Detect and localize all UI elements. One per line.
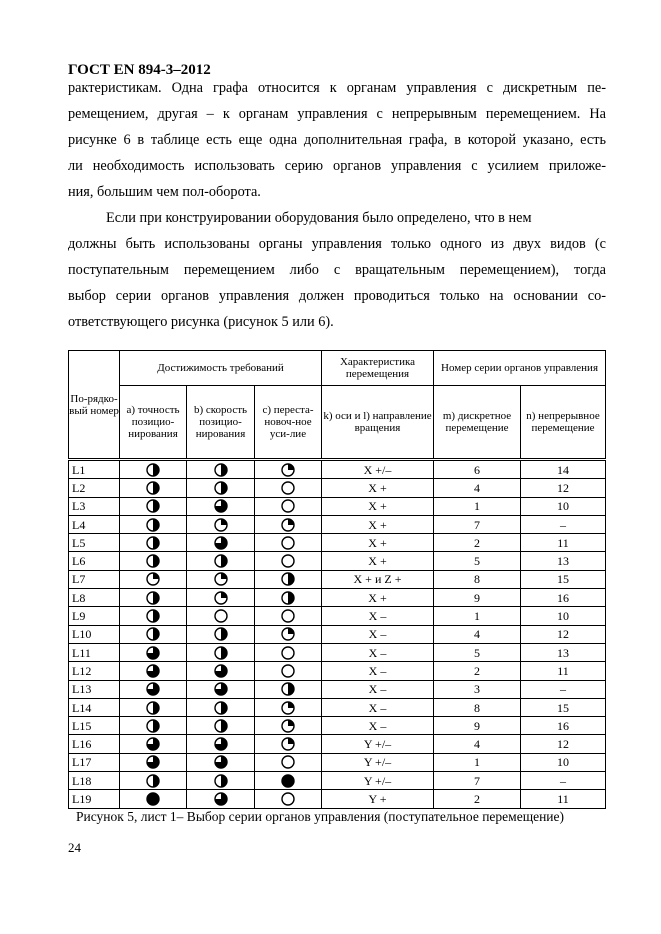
rating-c: [255, 735, 322, 753]
series-continuous: 11: [521, 790, 606, 808]
series-continuous: –: [521, 515, 606, 533]
table-row: [69, 662, 606, 680]
series-discrete: 5: [434, 643, 521, 661]
table-row: [69, 515, 606, 533]
col-group-movement: Характеристика перемещения: [322, 351, 434, 386]
table-row: [69, 570, 606, 588]
rating-circle-icon: [120, 737, 186, 751]
paragraph-line: выбор серии органов управления должен проводиться только на основании со-: [68, 288, 606, 304]
table-row: [69, 460, 606, 479]
table-row: [69, 589, 606, 607]
row-number: L2: [69, 479, 120, 497]
rating-circle-icon: [120, 536, 186, 550]
movement-axis: X –: [322, 680, 434, 698]
paragraph-line: рисунке 6 в таблице есть еще одна дополнительная графа, в которой указано, есть: [68, 132, 606, 148]
rating-circle-icon: [187, 518, 254, 532]
movement-axis: Y +: [322, 790, 434, 808]
rating-circle-icon: [187, 737, 254, 751]
col-group-requirements: Достижимость требований: [120, 351, 322, 386]
rating-circle-icon: [120, 554, 186, 568]
rating-c: [255, 497, 322, 515]
movement-axis: X + и Z +: [322, 570, 434, 588]
rating-a: [120, 753, 187, 771]
table-row: [69, 790, 606, 808]
movement-axis: X +: [322, 515, 434, 533]
rating-circle-icon: [187, 701, 254, 715]
rating-circle-icon: [120, 499, 186, 513]
rating-c: [255, 662, 322, 680]
rating-circle-icon: [255, 518, 321, 532]
series-discrete: 4: [434, 479, 521, 497]
series-discrete: 4: [434, 735, 521, 753]
rating-circle-icon: [187, 591, 254, 605]
series-continuous: 10: [521, 497, 606, 515]
rating-c: [255, 515, 322, 533]
rating-circle-icon: [255, 664, 321, 678]
movement-axis: X –: [322, 698, 434, 716]
rating-b: [187, 753, 255, 771]
rating-circle-icon: [120, 609, 186, 623]
rating-b: [187, 790, 255, 808]
series-discrete: 8: [434, 570, 521, 588]
series-continuous: 10: [521, 753, 606, 771]
rating-b: [187, 570, 255, 588]
rating-circle-icon: [120, 792, 186, 806]
rating-circle-icon: [120, 719, 186, 733]
rating-c: [255, 607, 322, 625]
movement-axis: X –: [322, 662, 434, 680]
table-row: [69, 735, 606, 753]
table-row: [69, 479, 606, 497]
row-number: L17: [69, 753, 120, 771]
table-row: [69, 534, 606, 552]
paragraph-line: ния, большим чем пол-оборота.: [68, 184, 261, 200]
rating-b: [187, 515, 255, 533]
rating-c: [255, 790, 322, 808]
table-row: [69, 772, 606, 790]
rating-circle-icon: [120, 701, 186, 715]
row-number: L10: [69, 625, 120, 643]
rating-circle-icon: [120, 755, 186, 769]
series-continuous: 16: [521, 589, 606, 607]
rating-b: [187, 589, 255, 607]
rating-a: [120, 479, 187, 497]
series-continuous: –: [521, 772, 606, 790]
series-continuous: 16: [521, 717, 606, 735]
rating-b: [187, 643, 255, 661]
paragraph-line: ответствующего рисунка (рисунок 5 или 6).: [68, 314, 334, 330]
rating-circle-icon: [255, 499, 321, 513]
rating-c: [255, 589, 322, 607]
rating-circle-icon: [255, 682, 321, 696]
rating-circle-icon: [187, 719, 254, 733]
series-discrete: 1: [434, 497, 521, 515]
movement-axis: X +: [322, 479, 434, 497]
rating-b: [187, 497, 255, 515]
rating-circle-icon: [120, 518, 186, 532]
series-discrete: 4: [434, 625, 521, 643]
table-row: [69, 497, 606, 515]
paragraph-line: должны быть использованы органы управления только одного из двух видов (с: [68, 236, 606, 252]
table-row: [69, 625, 606, 643]
rating-circle-icon: [255, 719, 321, 733]
series-discrete: 9: [434, 717, 521, 735]
rating-c: [255, 717, 322, 735]
series-continuous: 12: [521, 479, 606, 497]
rating-a: [120, 570, 187, 588]
rating-a: [120, 680, 187, 698]
col-group-series: Номер серии органов управления: [434, 351, 606, 386]
col-header-m: m) дискретное перемещение: [434, 386, 521, 460]
table-row: [69, 717, 606, 735]
rating-a: [120, 735, 187, 753]
rating-c: [255, 552, 322, 570]
series-continuous: 15: [521, 570, 606, 588]
movement-axis: X +: [322, 589, 434, 607]
table-row: [69, 552, 606, 570]
col-header-n: n) непрерывное перемещение: [521, 386, 606, 460]
movement-axis: Y +/–: [322, 753, 434, 771]
rating-circle-icon: [255, 536, 321, 550]
rating-c: [255, 534, 322, 552]
paragraph-line: рактеристикам. Одна графа относится к органам управления с дискретным пе-: [68, 80, 606, 96]
rating-circle-icon: [120, 591, 186, 605]
rating-circle-icon: [187, 774, 254, 788]
figure-caption: Рисунок 5, лист 1– Выбор серии органов управления (поступательное перемещение): [76, 809, 565, 824]
rating-c: [255, 460, 322, 479]
rating-circle-icon: [187, 572, 254, 586]
rating-circle-icon: [187, 554, 254, 568]
rating-c: [255, 680, 322, 698]
rating-circle-icon: [187, 609, 254, 623]
row-number: L5: [69, 534, 120, 552]
series-discrete: 2: [434, 534, 521, 552]
series-continuous: 14: [521, 460, 606, 479]
document-header: ГОСТ EN 894-3–2012: [68, 62, 211, 78]
series-discrete: 6: [434, 460, 521, 479]
rating-a: [120, 552, 187, 570]
rating-c: [255, 643, 322, 661]
table-row: [69, 698, 606, 716]
series-discrete: 5: [434, 552, 521, 570]
rating-a: [120, 625, 187, 643]
movement-axis: X –: [322, 625, 434, 643]
rating-circle-icon: [120, 682, 186, 696]
series-continuous: 11: [521, 662, 606, 680]
rating-c: [255, 772, 322, 790]
series-discrete: 7: [434, 772, 521, 790]
row-number: L18: [69, 772, 120, 790]
series-discrete: 1: [434, 607, 521, 625]
movement-axis: Y +/–: [322, 772, 434, 790]
col-header-a: a) точность позицио-нирования: [120, 386, 187, 460]
rating-c: [255, 479, 322, 497]
rating-circle-icon: [120, 664, 186, 678]
row-number: L12: [69, 662, 120, 680]
series-discrete: 2: [434, 790, 521, 808]
rating-circle-icon: [120, 572, 186, 586]
rating-circle-icon: [187, 463, 254, 477]
rating-b: [187, 698, 255, 716]
rating-b: [187, 552, 255, 570]
rating-circle-icon: [187, 499, 254, 513]
rating-a: [120, 515, 187, 533]
series-continuous: 13: [521, 552, 606, 570]
row-number: L11: [69, 643, 120, 661]
col-header-b: b) скорость позицио-нирования: [187, 386, 255, 460]
rating-circle-icon: [187, 682, 254, 696]
movement-axis: X +: [322, 497, 434, 515]
rating-c: [255, 753, 322, 771]
rating-circle-icon: [120, 481, 186, 495]
rating-b: [187, 735, 255, 753]
page-number: 24: [68, 840, 81, 855]
rating-circle-icon: [255, 755, 321, 769]
rating-circle-icon: [120, 646, 186, 660]
table-row: [69, 607, 606, 625]
table-row: [69, 680, 606, 698]
rating-circle-icon: [255, 481, 321, 495]
rating-b: [187, 680, 255, 698]
rating-circle-icon: [255, 554, 321, 568]
rating-c: [255, 698, 322, 716]
rating-a: [120, 717, 187, 735]
series-continuous: 15: [521, 698, 606, 716]
rating-c: [255, 625, 322, 643]
rating-circle-icon: [255, 572, 321, 586]
rating-a: [120, 790, 187, 808]
rating-circle-icon: [255, 701, 321, 715]
rating-b: [187, 625, 255, 643]
rating-a: [120, 607, 187, 625]
rating-a: [120, 460, 187, 479]
rating-circle-icon: [255, 774, 321, 788]
row-number: L9: [69, 607, 120, 625]
rating-circle-icon: [255, 737, 321, 751]
rating-circle-icon: [255, 646, 321, 660]
control-series-table: [68, 350, 606, 809]
row-number: L7: [69, 570, 120, 588]
rating-a: [120, 643, 187, 661]
rating-a: [120, 589, 187, 607]
row-number: L4: [69, 515, 120, 533]
rating-c: [255, 570, 322, 588]
rating-a: [120, 662, 187, 680]
rating-a: [120, 497, 187, 515]
row-number: L15: [69, 717, 120, 735]
col-header-c: c) переста-новоч-ное уси-лие: [255, 386, 322, 460]
series-discrete: 3: [434, 680, 521, 698]
rating-a: [120, 534, 187, 552]
series-continuous: 13: [521, 643, 606, 661]
rating-b: [187, 662, 255, 680]
paragraph-line: поступательным перемещением либо с вращательным перемещением), тогда: [68, 262, 606, 278]
series-continuous: –: [521, 680, 606, 698]
paragraph-line: Если при конструировании оборудования было определено, что в нем: [106, 210, 532, 226]
series-discrete: 1: [434, 753, 521, 771]
table-row: [69, 643, 606, 661]
row-number: L13: [69, 680, 120, 698]
rating-circle-icon: [187, 481, 254, 495]
row-number: L6: [69, 552, 120, 570]
paragraph-line: ли необходимость использовать серию органов управления с усилием приложе-: [68, 158, 606, 174]
series-continuous: 10: [521, 607, 606, 625]
col-header-kl: k) оси и l) направление вращения: [322, 386, 434, 460]
rating-b: [187, 717, 255, 735]
row-number: L1: [69, 460, 120, 479]
rating-circle-icon: [255, 609, 321, 623]
col-header-number: По-рядко-вый номер: [69, 351, 120, 460]
rating-circle-icon: [255, 792, 321, 806]
rating-circle-icon: [187, 627, 254, 641]
row-number: L14: [69, 698, 120, 716]
series-discrete: 8: [434, 698, 521, 716]
rating-a: [120, 698, 187, 716]
rating-circle-icon: [187, 664, 254, 678]
movement-axis: X –: [322, 643, 434, 661]
rating-circle-icon: [187, 646, 254, 660]
rating-b: [187, 479, 255, 497]
movement-axis: X +/–: [322, 460, 434, 479]
rating-circle-icon: [120, 774, 186, 788]
movement-axis: X +: [322, 552, 434, 570]
paragraph-line: ремещением, другая – к органам управления с непрерывным перемещением. На: [68, 106, 606, 122]
row-number: L16: [69, 735, 120, 753]
rating-circle-icon: [187, 792, 254, 806]
series-discrete: 2: [434, 662, 521, 680]
series-discrete: 9: [434, 589, 521, 607]
row-number: L8: [69, 589, 120, 607]
rating-a: [120, 772, 187, 790]
rating-b: [187, 607, 255, 625]
movement-axis: X +: [322, 534, 434, 552]
row-number: L19: [69, 790, 120, 808]
rating-circle-icon: [255, 627, 321, 641]
rating-circle-icon: [255, 463, 321, 477]
movement-axis: Y +/–: [322, 735, 434, 753]
rating-circle-icon: [187, 755, 254, 769]
table-row: [69, 753, 606, 771]
movement-axis: X –: [322, 607, 434, 625]
rating-b: [187, 534, 255, 552]
rating-circle-icon: [120, 627, 186, 641]
rating-circle-icon: [255, 591, 321, 605]
movement-axis: X –: [322, 717, 434, 735]
rating-b: [187, 460, 255, 479]
rating-circle-icon: [187, 536, 254, 550]
rating-b: [187, 772, 255, 790]
series-continuous: 11: [521, 534, 606, 552]
series-discrete: 7: [434, 515, 521, 533]
rating-circle-icon: [120, 463, 186, 477]
series-continuous: 12: [521, 625, 606, 643]
series-continuous: 12: [521, 735, 606, 753]
row-number: L3: [69, 497, 120, 515]
